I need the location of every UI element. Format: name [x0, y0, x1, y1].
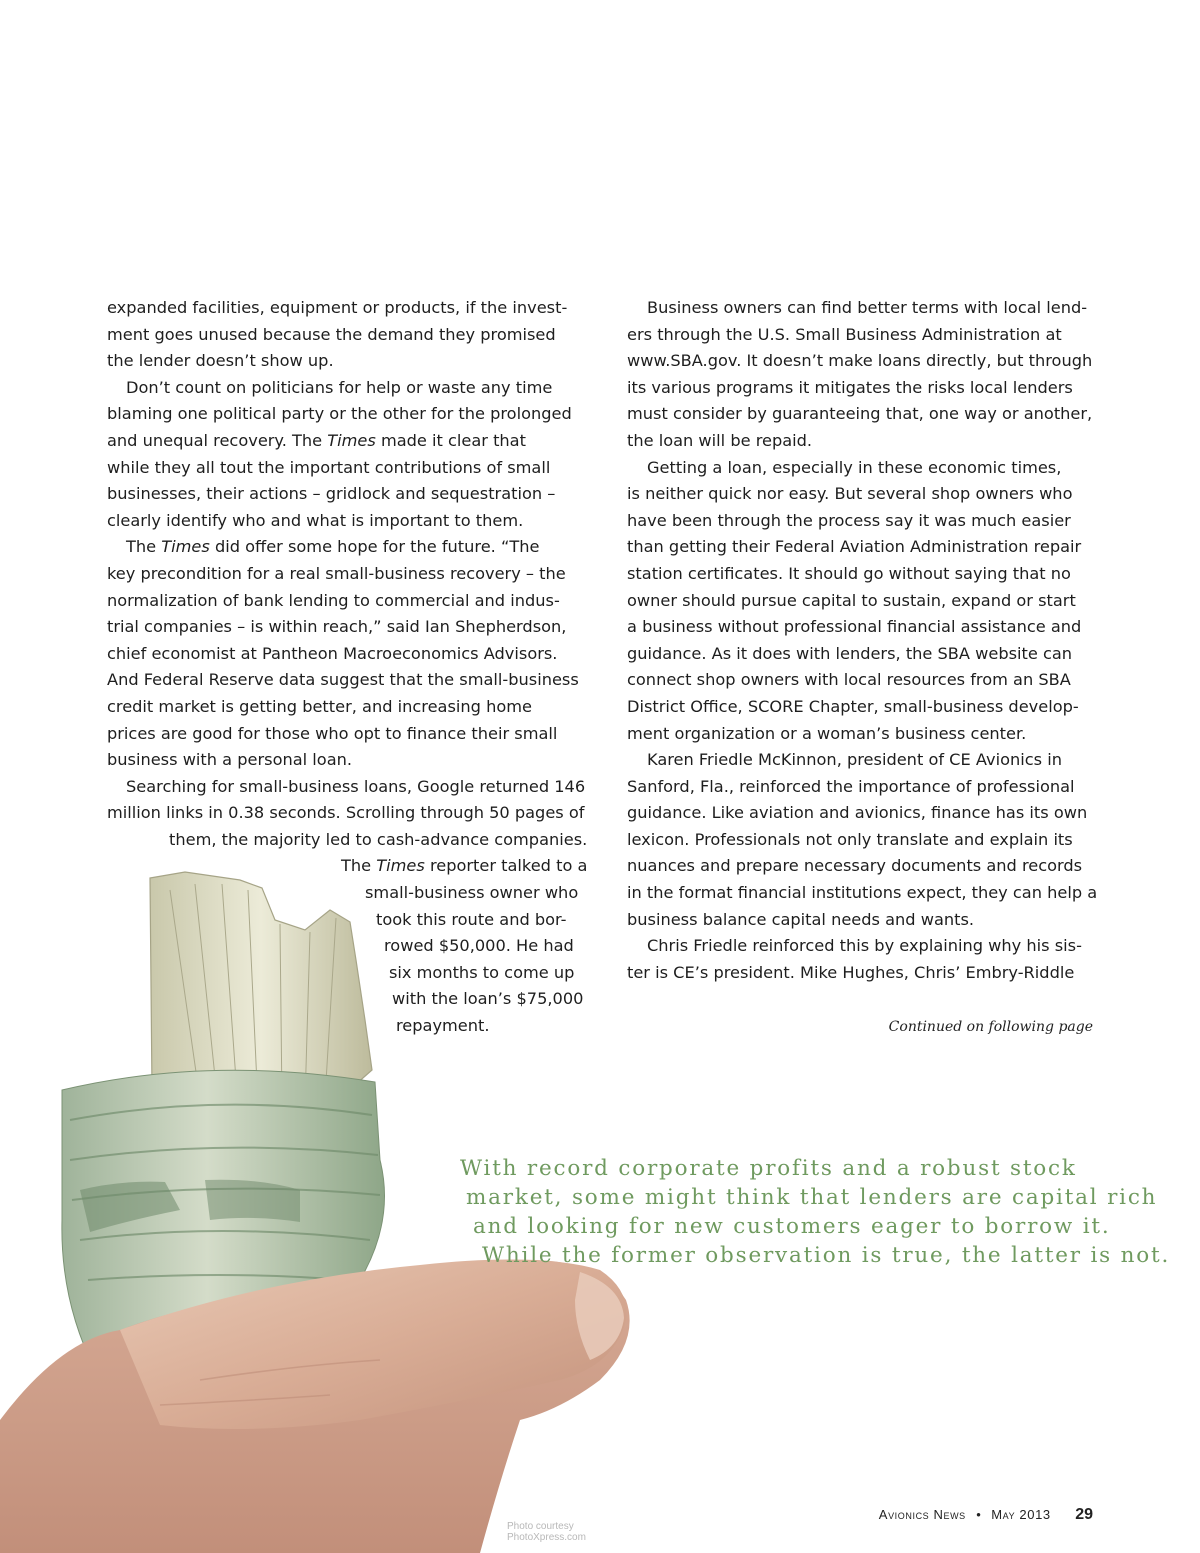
text-line: and unequal recovery. The Times made it clear that	[107, 430, 526, 450]
publication-italic: Times	[376, 856, 425, 876]
text-line: Chris Friedle reinforced this by explaining why his sis-	[647, 936, 1082, 956]
text-line: And Federal Reserve data suggest that the small-business	[107, 670, 579, 690]
text-line: www.SBA.gov. It doesn’t make loans directly, but through	[627, 351, 1093, 371]
page-footer	[879, 1506, 1093, 1524]
text-line: and looking for new customers eager to borrow it.	[473, 1214, 1111, 1239]
issue-date: May 2013	[991, 1507, 1051, 1522]
text-line: ment goes unused because the demand they promised	[107, 324, 556, 344]
text-line: blaming one political party or the other for the prolonged	[107, 404, 572, 424]
publication-italic: Times	[161, 537, 210, 557]
text-line: guidance. Like aviation and avionics, finance has its own	[627, 803, 1088, 823]
text-line: Sanford, Fla., reinforced the importance of professional	[627, 776, 1075, 796]
publication-italic: Times	[327, 430, 376, 450]
text-line: credit market is getting better, and increasing home	[107, 696, 532, 716]
text-line: The Times did offer some hope for the future. “The	[126, 537, 540, 557]
photo-credit	[507, 1521, 586, 1543]
article-right-column	[627, 295, 1102, 986]
text-line: a business without professional financial assistance and	[627, 617, 1082, 637]
text-line: normalization of bank lending to commercial and indus-	[107, 590, 560, 610]
text-line: rowed $50,000. He had	[384, 936, 574, 956]
text-line: while they all tout the important contributions of small	[107, 457, 551, 477]
text-line: key precondition for a real small-business recovery – the	[107, 563, 566, 583]
text-line: ment organization or a woman’s business center.	[627, 723, 1027, 743]
text-line: station certificates. It should go without saying that no	[627, 563, 1071, 583]
text-line: six months to come up	[389, 962, 575, 982]
text-line: lexicon. Professionals not only translate and explain its	[627, 829, 1073, 849]
text-line: have been through the process say it was much easier	[627, 510, 1071, 530]
text-line: is neither quick nor easy. But several shop owners who	[627, 484, 1073, 504]
text-line: business with a personal loan.	[107, 750, 353, 770]
text-line: than getting their Federal Aviation Administration repair	[627, 537, 1082, 557]
text-line: businesses, their actions – gridlock and sequestration –	[107, 484, 556, 504]
text-line: them, the majority led to cash-advance companies.	[169, 829, 588, 849]
text-line: Business owners can find better terms with local lend-	[647, 298, 1088, 317]
text-line: chief economist at Pantheon Macroeconomics Advisors.	[107, 643, 558, 663]
text-line: ers through the U.S. Small Business Administration at	[627, 324, 1062, 344]
text-line: million links in 0.38 seconds. Scrolling through 50 pages of	[107, 803, 585, 823]
text-line: owner should pursue capital to sustain, expand or start	[627, 590, 1076, 610]
text-line: The Times reporter talked to a	[341, 856, 588, 876]
text-line: clearly identify who and what is important to them.	[107, 510, 524, 530]
text-line: District Office, SCORE Chapter, small-business develop-	[627, 696, 1079, 716]
text-line: business balance capital needs and wants.	[627, 909, 975, 929]
text-line: in the format financial institutions expect, they can help a	[627, 883, 1098, 903]
photo-credit-line1: Photo courtesy	[507, 1521, 574, 1532]
pull-quote	[460, 1154, 1170, 1270]
text-line: Karen Friedle McKinnon, president of CE Avionics in	[647, 750, 1062, 770]
text-line: connect shop owners with local resources from an SBA	[627, 670, 1071, 690]
text-line: nuances and prepare necessary documents and records	[627, 856, 1083, 876]
text-line: ter is CE’s president. Mike Hughes, Chris’ Embry-Riddle	[627, 962, 1075, 982]
text-line: Getting a loan, especially in these economic times,	[647, 457, 1062, 477]
text-line: repayment.	[396, 1016, 490, 1036]
text-line: While the former observation is true, the latter is not.	[482, 1243, 1171, 1268]
text-line: With record corporate profits and a robust stock	[460, 1156, 1077, 1181]
text-line: with the loan’s $75,000	[392, 989, 584, 1009]
publication-name: Avionics News	[878, 1507, 966, 1522]
text-line: prices are good for those who opt to finance their small	[107, 723, 558, 743]
continued-note: Continued on following page	[888, 1019, 1093, 1035]
text-line: the lender doesn’t show up.	[107, 351, 334, 371]
text-line: small-business owner who	[365, 883, 579, 903]
text-line: its various programs it mitigates the risks local lenders	[627, 377, 1073, 397]
text-line: must consider by guaranteeing that, one way or another,	[627, 404, 1093, 424]
photo-credit-line2: PhotoXpress.com	[507, 1532, 586, 1543]
footer-separator: •	[976, 1507, 981, 1522]
text-line: the loan will be repaid.	[627, 430, 813, 450]
text-line: Don’t count on politicians for help or waste any time	[126, 377, 553, 397]
text-line: trial companies – is within reach,” said Ian Shepherdson,	[107, 617, 567, 637]
text-line: expanded facilities, equipment or products, if the invest-	[107, 298, 568, 317]
text-line: took this route and bor-	[376, 909, 567, 929]
page-number: 29	[1075, 1506, 1093, 1523]
text-line: Searching for small-business loans, Google returned 146	[126, 776, 586, 796]
text-line: guidance. As it does with lenders, the SBA website can	[627, 643, 1073, 663]
text-line: market, some might think that lenders are capital rich	[466, 1185, 1158, 1210]
